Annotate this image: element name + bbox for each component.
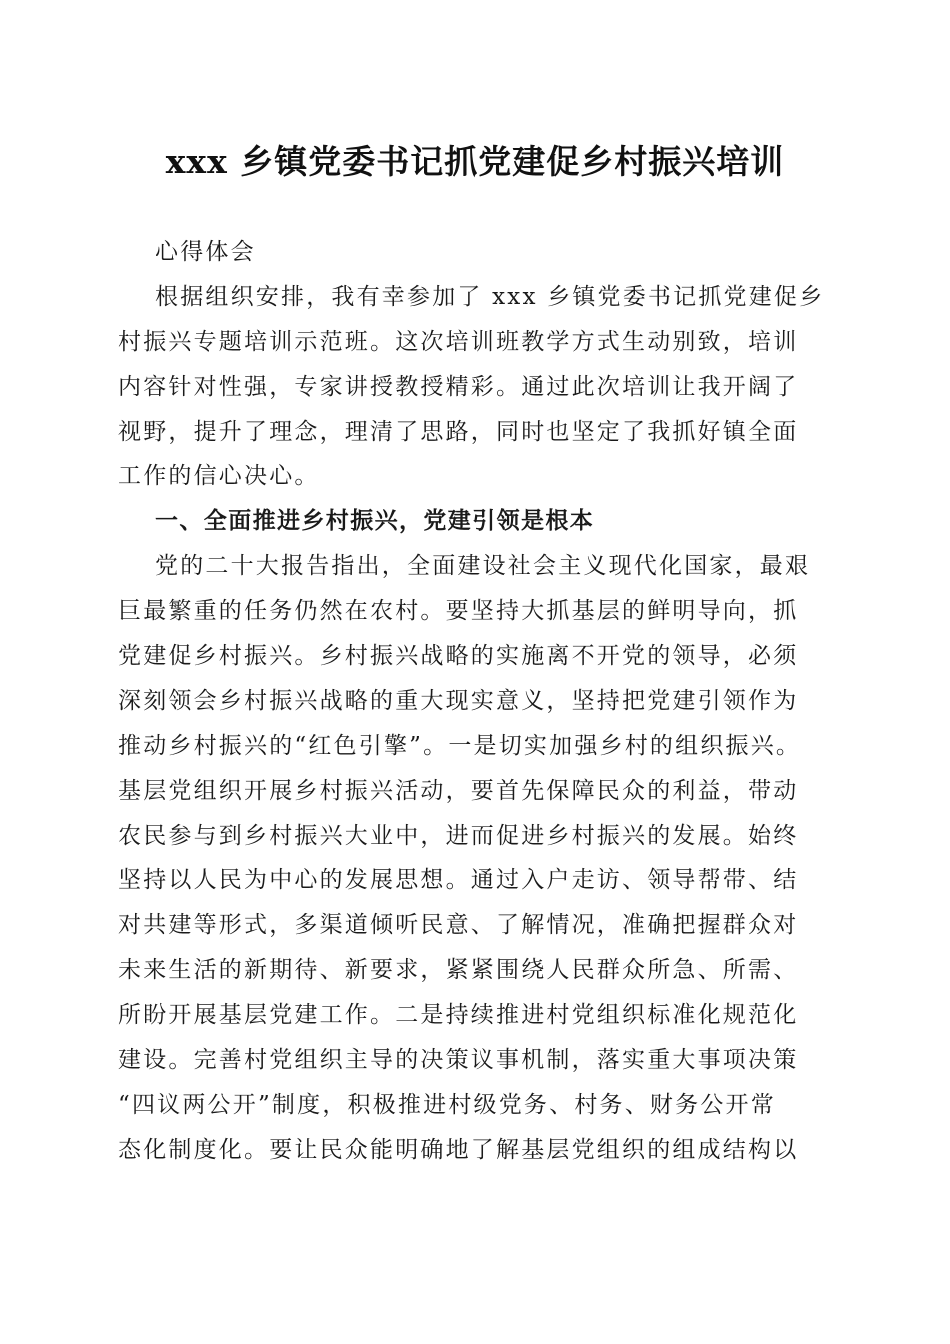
paragraph-line: 推动乡村振兴的“红色引擎”。一是切实加强乡村的组织振兴。 [118, 732, 802, 759]
document-body [118, 230, 830, 1173]
section-heading: 一、全面推进乡村振兴，党建引领是根本 [155, 508, 595, 535]
paragraph-line: 所盼开展基层党建工作。二是持续推进村党组织标准化规范化 [118, 1002, 799, 1029]
document-title: xxx 乡镇党委书记抓党建促乡村振兴培训 [165, 142, 785, 181]
subtitle-line: 心得体会 [155, 239, 256, 265]
paragraph-line: 巨最繁重的任务仍然在农村。要坚持大抓基层的鲜明导向，抓 [118, 598, 799, 625]
paragraph-line: 对共建等形式，多渠道倾听民意、了解情况，准确把握群众对 [118, 912, 799, 939]
paragraph-line: 建设。完善村党组织主导的决策议事机制，落实重大事项决策 [118, 1047, 799, 1074]
paragraph-line: 深刻领会乡村振兴战略的重大现实意义，坚持把党建引领作为 [118, 687, 799, 714]
paragraph-line: 未来生活的新期待、新要求，紧紧围绕人民群众所急、所需、 [118, 957, 799, 984]
paragraph-line: 态化制度化。要让民众能明确地了解基层党组织的组成结构以 [118, 1136, 799, 1163]
paragraph-line: 农民参与到乡村振兴大业中，进而促进乡村振兴的发展。始终 [118, 822, 799, 849]
paragraph-line: 党建促乡村振兴。乡村振兴战略的实施离不开党的领导，必须 [118, 643, 799, 670]
paragraph-line: “四议两公开”制度，积极推进村级党务、村务、财务公开常 [118, 1091, 776, 1118]
paragraph-line: 视野，提升了理念，理清了思路，同时也坚定了我抓好镇全面 [118, 418, 799, 445]
paragraph-line: 根据组织安排，我有幸参加了 xxx 乡镇党委书记抓党建促乡 [155, 283, 825, 310]
paragraph-line: 村振兴专题培训示范班。这次培训班教学方式生动别致，培训 [118, 328, 799, 355]
paragraph-line: 坚持以人民为中心的发展思想。通过入户走访、领导帮带、结 [118, 867, 799, 894]
paragraph-line: 基层党组织开展乡村振兴活动，要首先保障民众的利益，带动 [118, 777, 799, 804]
paragraph-line: 党的二十大报告指出，全面建设社会主义现代化国家，最艰 [155, 553, 811, 580]
paragraph-line: 内容针对性强，专家讲授教授精彩。通过此次培训让我开阔了 [118, 373, 799, 400]
paragraph-line: 工作的信心决心。 [118, 463, 320, 490]
